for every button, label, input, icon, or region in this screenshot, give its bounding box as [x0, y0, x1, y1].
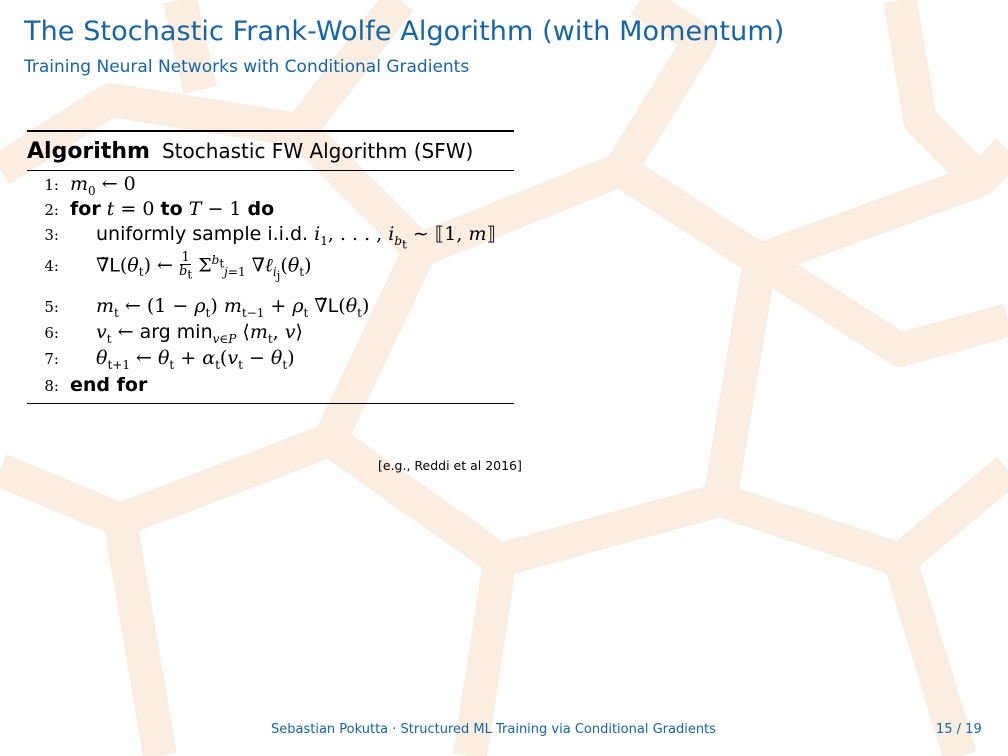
algorithm-line: 8: end for: [27, 374, 147, 396]
algorithm-line: 1: $m_0$ ← 0: [27, 173, 136, 198]
line-number: 2:: [44, 201, 59, 219]
line-number: 5:: [44, 298, 59, 316]
algorithm-name: Stochastic FW Algorithm (SFW): [161, 139, 474, 163]
line-number: 7:: [44, 350, 59, 368]
algorithm-line: 3: uniformly sample i.i.d. $i_1$, . . . , $i_{b_t}$ ∼ ⟦1, m⟧: [27, 223, 496, 251]
algorithm-line: 6: $v_t$ ← arg $\min_{v\in P}$ $⟨m_t$, v⟩: [27, 321, 303, 346]
line-number: 3:: [44, 226, 59, 244]
algorithm-keyword: Algorithm: [27, 138, 150, 164]
slide-title: The Stochastic Frank-Wolfe Algorithm (with Momentum): [24, 16, 785, 47]
algorithm-line: 5: $m_t$ ← $(1 - \rho_t)$ $m_{t-1} + \rho_t$ $\nablãL(\theta_t)$: [27, 295, 369, 320]
algorithm-box: [27, 130, 514, 404]
citation: [e.g., Reddi et al 2016]: [378, 458, 522, 473]
algorithm-line: 7: $\theta_{t+1}$ ← $\theta_t + \alpha_t(v_t - \theta_t)$: [27, 347, 295, 372]
algorithm-header: [27, 132, 514, 170]
slide-subtitle: Training Neural Networks with Conditional Gradients: [24, 57, 470, 77]
algorithm-line: 4: $\nablãL(\theta_t)$ ← $\frac{1}{b_t}$ $\Sigma^{b_t}_{j=1}$ $\nabla\ell_{i_j}(\theta_t)$: [27, 251, 312, 282]
line-number: 1:: [44, 176, 59, 194]
line-number: 4:: [44, 257, 59, 276]
algorithm-line: 2: for t = 0 to T − 1 do: [27, 198, 274, 220]
algorithm-lines: [27, 171, 514, 403]
page-number: 15 / 19: [936, 722, 982, 737]
line-number: 6:: [44, 324, 59, 342]
footer-text: Sebastian Pokutta · Structured ML Training via Conditional Gradients: [271, 722, 716, 737]
bottom-rule: [27, 403, 514, 404]
line-number: 8:: [44, 377, 59, 395]
